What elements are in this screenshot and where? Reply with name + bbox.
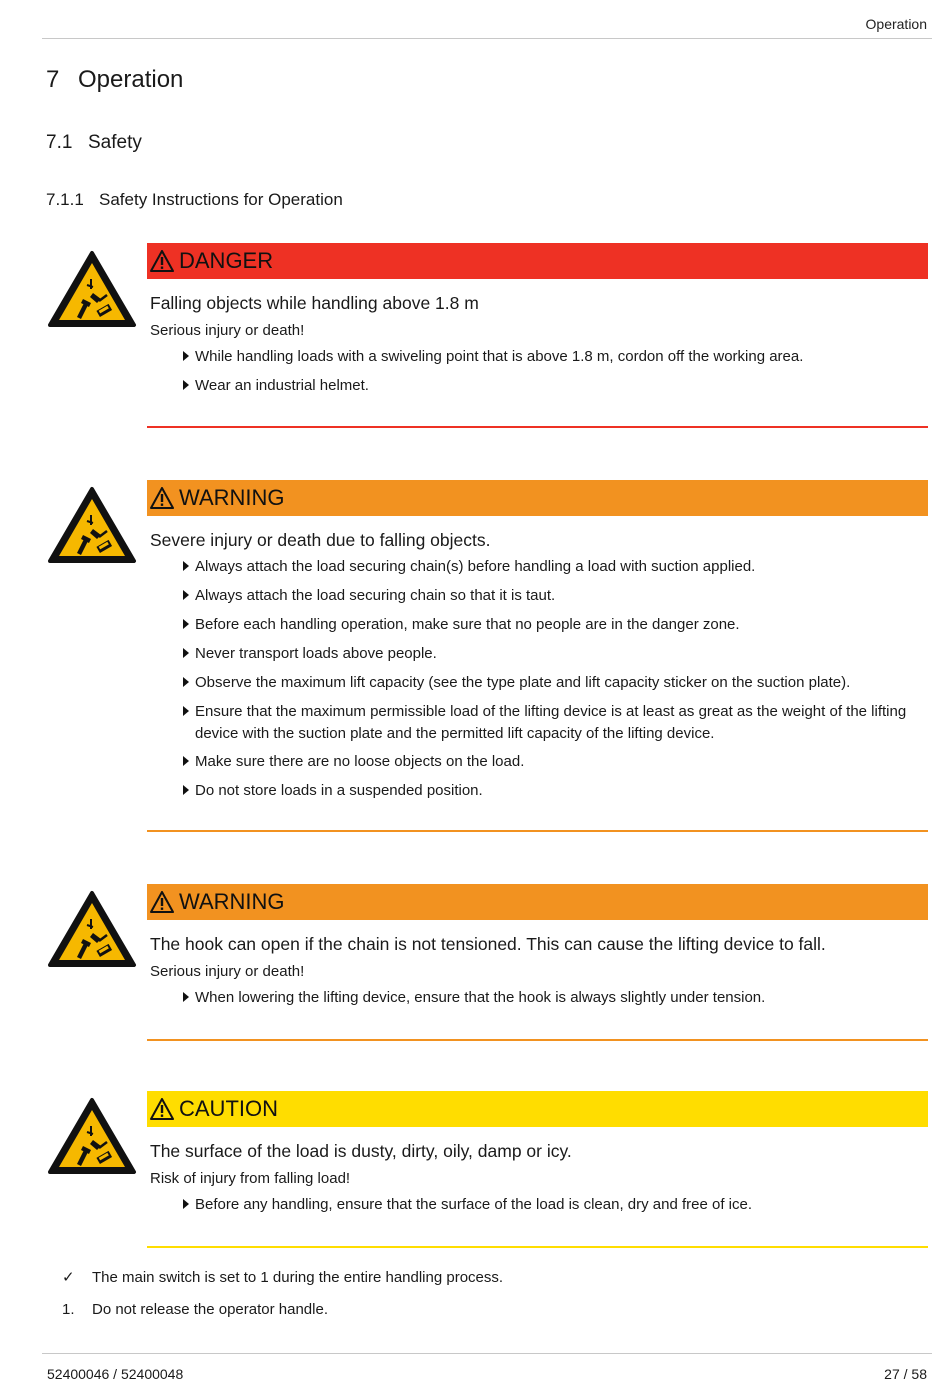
- warning-triangle-icon: [150, 891, 174, 913]
- notice-subtitle: Serious injury or death!: [150, 963, 305, 980]
- arrow-right-icon: [183, 785, 189, 795]
- falling-objects-warning-icon: [47, 1096, 137, 1176]
- list-item: Never transport loads above people.: [150, 643, 925, 665]
- footer-divider: [42, 1353, 932, 1354]
- subsection-heading: [46, 190, 343, 210]
- procedure-step: [62, 1301, 328, 1318]
- list-item: Observe the maximum lift capacity (see the type plate and lift capacity sticker on the suction plate).: [150, 672, 925, 694]
- arrow-right-icon: [183, 756, 189, 766]
- danger-banner: [147, 243, 928, 279]
- notice-title: Severe injury or death due to falling objects.: [150, 530, 491, 550]
- notice-level: CAUTION: [179, 1096, 278, 1121]
- list-item: Wear an industrial helmet.: [150, 375, 925, 397]
- warning-triangle-icon: [150, 250, 174, 272]
- section-number: 7.1: [46, 132, 73, 153]
- arrow-right-icon: [183, 677, 189, 687]
- chapter-title: Operation: [78, 66, 184, 93]
- notice-subtitle: Serious injury or death!: [150, 322, 305, 339]
- notice-bottom-rule: [147, 426, 928, 428]
- notice-instructions: [150, 346, 925, 397]
- arrow-right-icon: [183, 351, 189, 361]
- list-item: Before each handling operation, make sure that no people are in the danger zone.: [150, 614, 925, 636]
- section-title: Safety: [88, 132, 142, 153]
- arrow-right-icon: [183, 590, 189, 600]
- notice-level: DANGER: [179, 248, 274, 273]
- caution-banner: [147, 1091, 928, 1127]
- page-number: 27 / 58: [884, 1366, 927, 1382]
- section-heading: [46, 132, 142, 154]
- notice-bottom-rule: [147, 1246, 928, 1248]
- falling-objects-warning-icon: [47, 485, 137, 565]
- list-item: While handling loads with a swiveling point that is above 1.8 m, cordon off the working area.: [150, 346, 925, 368]
- arrow-right-icon: [183, 561, 189, 571]
- falling-objects-warning-icon: [47, 249, 137, 329]
- warning-banner: [147, 480, 928, 516]
- arrow-right-icon: [183, 380, 189, 390]
- arrow-right-icon: [183, 648, 189, 658]
- notice-level: WARNING: [179, 485, 285, 510]
- notice-title: The surface of the load is dusty, dirty, oily, damp or icy.: [150, 1141, 572, 1161]
- arrow-right-icon: [183, 619, 189, 629]
- list-item: When lowering the lifting device, ensure that the hook is always slightly under tension.: [150, 987, 925, 1009]
- header-divider: [42, 38, 932, 39]
- document-number: 52400046 / 52400048: [47, 1366, 184, 1382]
- list-item: Ensure that the maximum permissible load of the lifting device is at least as great as the weight of the lifting device with the suction plate and the permitted lift capacity of the lifting device.: [150, 701, 925, 745]
- notice-level: WARNING: [179, 889, 285, 914]
- warning-triangle-icon: [150, 487, 174, 509]
- warning-triangle-icon: [150, 1098, 174, 1120]
- subsection-number: 7.1.1: [46, 190, 84, 209]
- step-number: 1.: [62, 1301, 75, 1318]
- arrow-right-icon: [183, 1199, 189, 1209]
- precondition: [62, 1268, 503, 1286]
- subsection-title: Safety Instructions for Operation: [99, 190, 343, 209]
- checkmark-icon: ✓: [62, 1269, 75, 1286]
- notice-instructions: [150, 556, 925, 802]
- list-item: Make sure there are no loose objects on the load.: [150, 751, 925, 773]
- falling-objects-warning-icon: [47, 889, 137, 969]
- notice-bottom-rule: [147, 830, 928, 832]
- notice-instructions: [150, 1194, 925, 1216]
- list-item: Always attach the load securing chain(s) before handling a load with suction applied.: [150, 556, 925, 578]
- list-item: Before any handling, ensure that the surface of the load is clean, dry and free of ice.: [150, 1194, 925, 1216]
- notice-title: The hook can open if the chain is not tensioned. This can cause the lifting device to fall.: [150, 934, 826, 954]
- list-item: Always attach the load securing chain so that it is taut.: [150, 585, 925, 607]
- running-header: Operation: [865, 16, 927, 32]
- warning-banner: [147, 884, 928, 920]
- notice-subtitle: Risk of injury from falling load!: [150, 1170, 351, 1187]
- arrow-right-icon: [183, 992, 189, 1002]
- notice-bottom-rule: [147, 1039, 928, 1041]
- step-text: Do not release the operator handle.: [92, 1301, 328, 1318]
- list-item: Do not store loads in a suspended position.: [150, 780, 925, 802]
- precondition-text: The main switch is set to 1 during the entire handling process.: [92, 1269, 504, 1286]
- chapter-heading: [46, 66, 183, 94]
- chapter-number: 7: [46, 66, 60, 93]
- arrow-right-icon: [183, 706, 189, 716]
- notice-instructions: [150, 987, 925, 1009]
- notice-title: Falling objects while handling above 1.8 m: [150, 293, 479, 313]
